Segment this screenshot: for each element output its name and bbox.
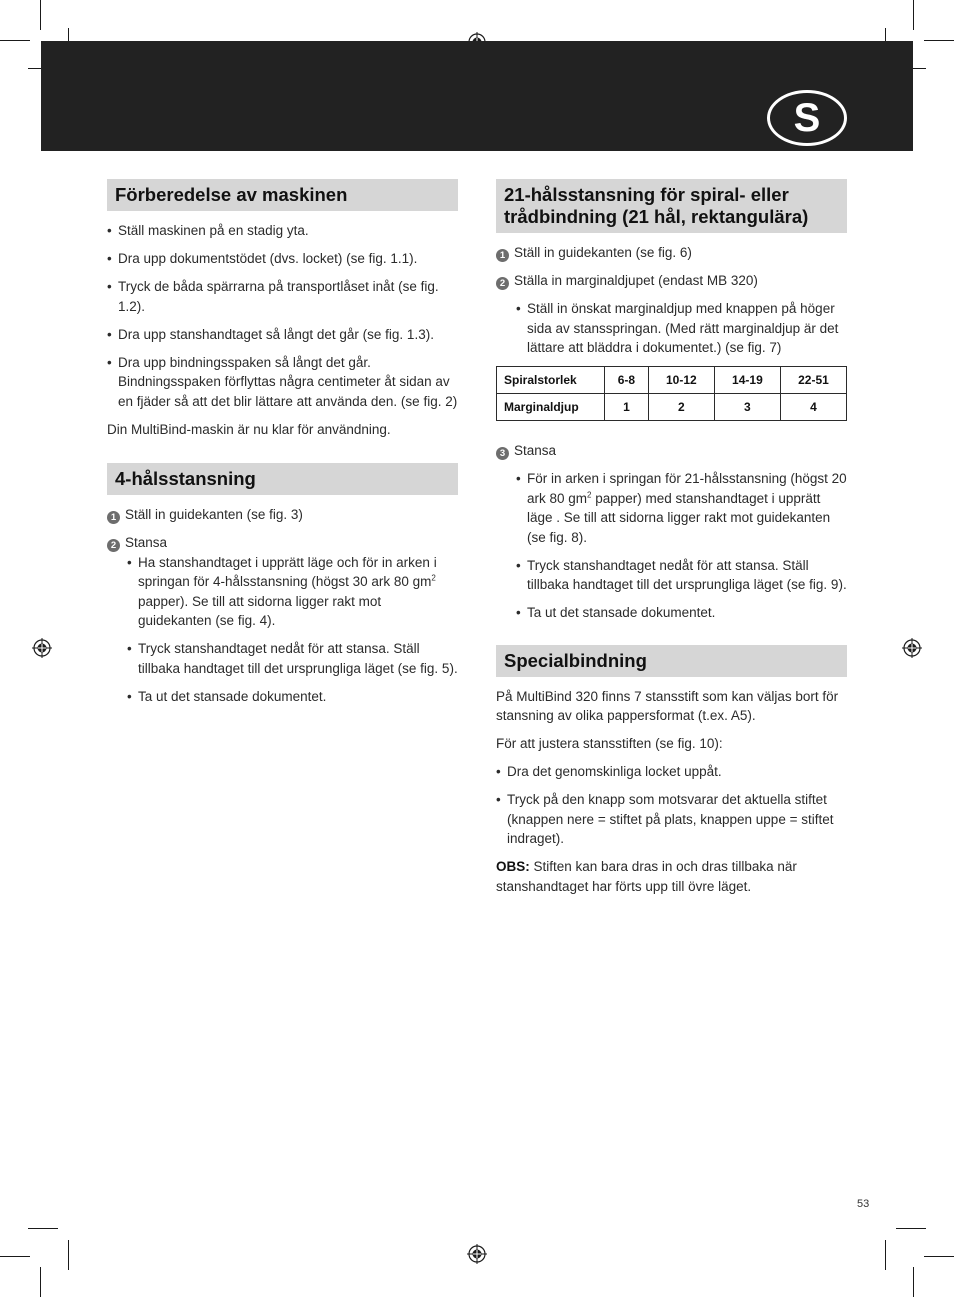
table-row xyxy=(497,394,847,421)
list-item: • Ställ maskinen på en stadig yta. xyxy=(107,221,458,241)
list-item: • Dra det genomskinliga locket uppåt. xyxy=(496,762,847,782)
list-item xyxy=(127,553,458,631)
list-item xyxy=(516,469,847,547)
crop-mark xyxy=(913,0,914,30)
crop-mark xyxy=(924,40,954,41)
list-text: För in arken i springan för 21-hålsstansning (högst 20 ark 80 gm xyxy=(527,471,847,506)
step-text: Ställ in guidekanten (se fig. 6) xyxy=(514,245,692,260)
step-item xyxy=(496,441,847,461)
crop-mark xyxy=(40,1267,41,1297)
step-number-icon: 2 xyxy=(107,539,120,552)
page-number: 53 xyxy=(857,1198,870,1210)
crop-mark xyxy=(40,0,41,30)
list-item: • Tryck de båda spärrarna på transportlåset inåt (se fig. 1.2). xyxy=(107,277,458,316)
table-cell: 6-8 xyxy=(605,367,649,394)
table-cell: 14-19 xyxy=(714,367,780,394)
paragraph: För att justera stansstiften (se fig. 10): xyxy=(496,736,723,751)
table-cell: 3 xyxy=(714,394,780,421)
paragraph: Din MultiBind-maskin är nu klar för användning. xyxy=(107,421,391,437)
table-cell: Spiralstorlek xyxy=(497,367,605,394)
registration-mark-icon xyxy=(467,1244,487,1264)
section-title-special-binding: Specialbindning xyxy=(496,645,847,677)
list-text: papper). Se till att sidorna ligger rakt mot guidekanten (se fig. 4). xyxy=(138,593,382,628)
crop-mark xyxy=(924,1256,954,1257)
right-column xyxy=(496,179,847,905)
step-number-icon: 1 xyxy=(107,511,120,524)
list-text: Ha stanshandtaget i upprätt läge och för in arken i springan för 4-hålsstansning (högst 30 ark 80 gm xyxy=(138,554,437,589)
crop-mark xyxy=(28,1228,58,1229)
note-text: Stiften kan bara dras in och dras tillbaka när stanshandtaget har förts upp till övre läget. xyxy=(496,859,797,894)
step-text: Ställ in guidekanten (se fig. 3) xyxy=(125,507,303,522)
registration-mark-icon xyxy=(32,638,52,658)
step-text: Ställa in marginaldjupet (endast MB 320) xyxy=(514,273,758,288)
crop-mark xyxy=(896,1228,926,1229)
list-item: • Tryck stanshandtaget nedåt för att stansa. Ställ tillbaka handtaget till det ursprungliga läget (se fig. 5). xyxy=(127,639,458,678)
crop-mark xyxy=(885,1240,886,1270)
step-text: Stansa xyxy=(514,443,557,458)
section-title-21-hole: 21-hålsstansning för spiral- eller trådbindning (21 hål, rektangulära) xyxy=(496,179,847,233)
section-title-4-hole: 4-hålsstansning xyxy=(107,463,458,495)
step-item xyxy=(496,271,847,291)
table-cell: Marginaldjup xyxy=(497,394,605,421)
list-item: • Dra upp dokumentstödet (dvs. locket) (se fig. 1.1). xyxy=(107,249,458,269)
crop-mark xyxy=(0,1256,30,1257)
note-paragraph xyxy=(496,857,847,896)
list-item: • Dra upp bindningsspaken så långt det går. Bindningsspaken förflyttas några centimeter åt sidan av en fjäder så att det blir lättare att använda den. (se fig. 2) xyxy=(107,353,458,412)
step-number-icon: 1 xyxy=(496,249,509,262)
crop-mark xyxy=(68,1240,69,1270)
list-text: papper) med stanshandtaget i upprätt läge . Se till att sidorna ligger rakt mot guidekanten (se fig. 8). xyxy=(527,490,831,545)
step-number-icon: 3 xyxy=(496,447,509,460)
list-item: • Dra upp stanshandtaget så långt det går (se fig. 1.3). xyxy=(107,325,458,345)
table-cell: 1 xyxy=(605,394,649,421)
table-cell: 10-12 xyxy=(648,367,714,394)
margin-depth-table xyxy=(496,366,847,421)
step-number-icon: 2 xyxy=(496,277,509,290)
list-item: • Ställ in önskat marginaldjup med knappen på höger sida av stansspringan. (Med rätt marginaldjup är det lättare att bläddra i dokumentet.) (se fig. 7) xyxy=(516,299,847,358)
section-title-preparation: Förberedelse av maskinen xyxy=(107,179,458,211)
language-badge: S xyxy=(767,90,847,146)
list-item: • Ta ut det stansade dokumentet. xyxy=(127,687,458,707)
step-item xyxy=(496,243,847,263)
crop-mark xyxy=(913,1267,914,1297)
table-cell: 2 xyxy=(648,394,714,421)
step-item xyxy=(107,505,458,525)
registration-mark-icon xyxy=(902,638,922,658)
step-item xyxy=(107,533,458,553)
superscript: 2 xyxy=(431,573,436,583)
table-cell: 4 xyxy=(780,394,846,421)
crop-mark xyxy=(0,40,30,41)
paragraph: På MultiBind 320 finns 7 stansstift som kan väljas bort för stansning av olika pappersformat (t.ex. A5). xyxy=(496,688,839,723)
table-cell: 22-51 xyxy=(780,367,846,394)
table-row xyxy=(497,367,847,394)
left-column xyxy=(107,179,458,715)
list-item: • Tryck på den knapp som motsvarar det aktuella stiftet (knappen nere = stiftet på plats, knappen uppe = stiftet indraget). xyxy=(496,790,847,849)
list-item: • Ta ut det stansade dokumentet. xyxy=(516,603,847,623)
superscript: 2 xyxy=(587,490,592,499)
note-label: OBS: xyxy=(496,859,530,874)
step-text: Stansa xyxy=(125,535,168,550)
list-item: • Tryck stanshandtaget nedåt för att stansa. Ställ tillbaka handtaget till det ursprungliga läget (se fig. 9). xyxy=(516,556,847,595)
